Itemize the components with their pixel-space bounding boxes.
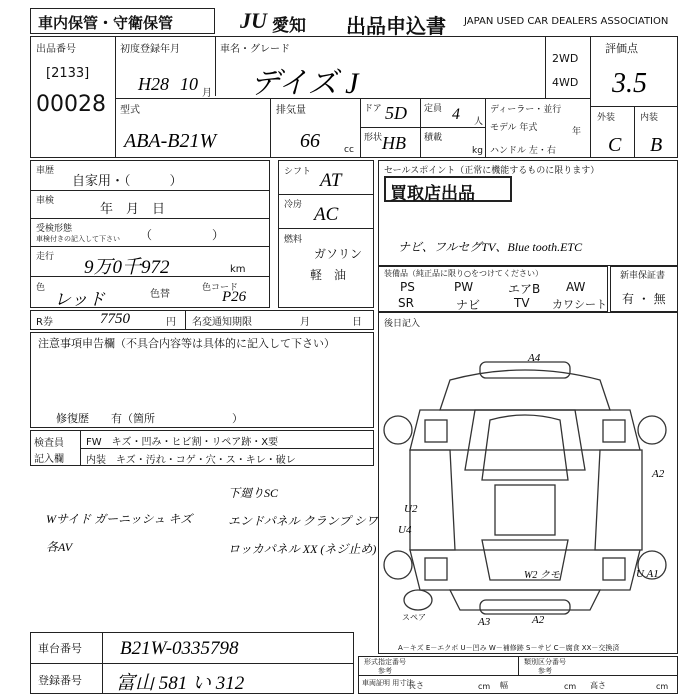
inspector-label-1: 検査員 bbox=[34, 438, 64, 449]
equip-ps: PS bbox=[400, 280, 415, 294]
plate-label: 登録番号 bbox=[38, 674, 82, 687]
warranty-value: 有 ・ 無 bbox=[622, 292, 666, 306]
car-diagram bbox=[380, 340, 676, 640]
diag-u2: U2 bbox=[404, 503, 418, 515]
footer-size: 車両証明 用寸法 bbox=[362, 679, 414, 687]
footer-cm-2: cm bbox=[564, 682, 577, 691]
shift-value: AT bbox=[320, 170, 342, 191]
shape-value: HB bbox=[382, 133, 406, 153]
dealer-label: ディーラー・並行 bbox=[490, 105, 562, 115]
mileage-value: 9万0千972 bbox=[84, 257, 170, 278]
equip-leather: カワシート bbox=[552, 298, 607, 311]
diag-a2-bottom: A2 bbox=[532, 614, 545, 626]
load-unit: kg bbox=[472, 146, 483, 156]
footer-class: 類別区分番号 bbox=[524, 658, 566, 666]
recycle-value: 7750 bbox=[100, 311, 130, 327]
equip-airbag: エアB bbox=[508, 282, 541, 296]
fuel-label: 燃料 bbox=[284, 235, 303, 245]
form-title: 出品申込書 bbox=[346, 14, 446, 38]
load-label: 積載 bbox=[424, 133, 443, 143]
reg-label: 初度登録年月 bbox=[120, 44, 180, 55]
cap-label: 定員 bbox=[424, 104, 443, 114]
drive-4wd: 4WD bbox=[552, 76, 579, 89]
equip-navi: ナビ bbox=[456, 298, 481, 312]
lot-number: 00028 bbox=[36, 92, 106, 117]
mileage-unit: km bbox=[230, 264, 246, 275]
lot-label: 出品番号 bbox=[36, 44, 76, 55]
remark-4: エンドパネル クランプ シワ bbox=[228, 514, 378, 528]
warranty-label: 新車保証書 bbox=[620, 271, 666, 281]
fuel-diesel: 軽 油 bbox=[310, 268, 347, 282]
equipment-label: 装備品（純正品に限り○をつけてください） bbox=[384, 269, 543, 278]
inspection-value: 年 月 日 bbox=[100, 202, 166, 217]
color-code-label: 色コード bbox=[202, 283, 239, 293]
model-label: 車名・グレード bbox=[220, 44, 290, 55]
reg-month: 10 bbox=[180, 74, 198, 94]
assoc-name: JAPAN USED CAR DEALERS ASSOCIATION bbox=[464, 16, 669, 27]
ext-label: 外装 bbox=[597, 113, 616, 123]
history-value: 自家用・（ ） bbox=[72, 174, 183, 189]
ac-value: AC bbox=[314, 204, 339, 225]
cap-unit: 人 bbox=[474, 117, 484, 127]
chassis-value: B21W-0335798 bbox=[120, 638, 239, 659]
notes-label: 注意事項申告欄（不具合内容等は具体的に記入して下さい） bbox=[38, 337, 335, 350]
drive-2wd: 2WD bbox=[552, 52, 579, 65]
footer-spec: 形式指定番号 bbox=[364, 658, 406, 666]
ju-logo: JU bbox=[240, 8, 267, 33]
diag-w2: W2 クモ bbox=[524, 570, 560, 581]
shape-label: 形状 bbox=[364, 133, 383, 143]
recycle-unit: 円 bbox=[166, 317, 176, 328]
type-label: 型式 bbox=[120, 105, 140, 116]
int-score: B bbox=[650, 134, 663, 156]
footer-ref-2: 参考 bbox=[538, 667, 552, 675]
inspection-label: 車検 bbox=[36, 196, 55, 206]
year-label: 年 bbox=[572, 127, 582, 137]
org-name: 愛知 bbox=[272, 16, 306, 36]
equip-aw: AW bbox=[566, 280, 586, 294]
diag-a4: A4 bbox=[528, 352, 541, 364]
deadline-day: 日 bbox=[352, 317, 362, 328]
receipt-value: （ ） bbox=[140, 228, 225, 242]
remark-5: ロッカパネル XX (ネジ止め) bbox=[228, 542, 377, 556]
diag-u4: U4 bbox=[398, 524, 412, 536]
history-label: 車歴 bbox=[36, 166, 55, 176]
color-label: 色 bbox=[36, 283, 46, 293]
diag-legend: A－キズ E－エクボ U－凹み W－補修跡 S－サビ C－腐食 XX－交換済 bbox=[398, 644, 620, 652]
footer-ref-1: 参考 bbox=[378, 667, 392, 675]
type-value: ABA-B21W bbox=[124, 130, 217, 152]
equip-pw: PW bbox=[454, 280, 474, 294]
handle-label: ハンドル 左・右 bbox=[490, 146, 556, 156]
diag-spare: スペア bbox=[402, 613, 426, 622]
disp-value: 66 bbox=[300, 130, 320, 152]
after-entry: 後日記入 bbox=[384, 319, 421, 329]
footer-length: 長さ bbox=[408, 681, 424, 690]
diag-a2-right: A2 bbox=[652, 468, 665, 480]
equip-tv: TV bbox=[514, 296, 530, 310]
footer-cm-1: cm bbox=[478, 682, 491, 691]
disp-label: 排気量 bbox=[276, 105, 306, 116]
fuel-gasoline: ガソリン bbox=[314, 247, 363, 261]
equip-sr: SR bbox=[398, 296, 414, 310]
reg-era: H28 bbox=[138, 74, 169, 94]
door-value: 5D bbox=[385, 103, 407, 123]
footer-width: 幅 bbox=[500, 681, 508, 690]
inspector-label-2: 記入欄 bbox=[34, 454, 64, 465]
repair-history: 修復歴 有（箇所 ） bbox=[56, 412, 243, 425]
door-label: ドア bbox=[364, 104, 382, 114]
color-change: 色替 bbox=[150, 289, 170, 300]
storage-badge-text: 車内保管・守衛保管 bbox=[38, 14, 174, 32]
remark-2: 各AV bbox=[46, 540, 73, 554]
diag-a3: A3 bbox=[478, 616, 491, 628]
int-label: 内装 bbox=[640, 113, 659, 123]
chassis-label: 車台番号 bbox=[38, 642, 82, 655]
ac-label: 冷房 bbox=[284, 200, 303, 210]
deadline-month: 月 bbox=[300, 317, 310, 328]
ext-score: C bbox=[608, 134, 622, 156]
score-label: 評価点 bbox=[605, 42, 638, 55]
sales-note: ナビ、フルセグTV、Blue tooth.ETC bbox=[398, 240, 583, 254]
score-value: 3.5 bbox=[612, 68, 647, 99]
footer-cm-3: cm bbox=[656, 682, 669, 691]
receipt-label: 受検形態 bbox=[36, 224, 73, 234]
sales-stamp-text: 買取店出品 bbox=[390, 184, 475, 204]
deadline-label: 名変通知期限 bbox=[192, 317, 252, 328]
model-value: デイズ J bbox=[250, 67, 359, 100]
inspector-row-2: 内装 キズ・汚れ・コゲ・穴・ス・キレ・破レ bbox=[86, 455, 296, 466]
remark-3: 下廻りSC bbox=[228, 486, 279, 500]
receipt-note: 車検付きの記入して下さい bbox=[36, 235, 120, 243]
recycle-label: R券 bbox=[36, 317, 53, 328]
inspector-row-1: FW キズ・凹み・ヒビ割・リペア跡・X要 bbox=[86, 437, 279, 448]
footer-height: 高さ bbox=[590, 681, 606, 690]
sales-point-label: セールスポイント（正常に機能するものに限ります） bbox=[384, 166, 600, 176]
lot-bracket: [2133] bbox=[46, 66, 90, 81]
diag-ua1: U A1 bbox=[636, 568, 659, 580]
remark-1: Wサイド ガーニッシュ キズ bbox=[46, 512, 193, 526]
disp-unit: cc bbox=[344, 145, 354, 155]
mileage-label: 走行 bbox=[36, 252, 55, 262]
cap-value: 4 bbox=[452, 106, 460, 123]
shift-label: シフト bbox=[284, 167, 312, 177]
color-code: P26 bbox=[222, 289, 247, 305]
reg-suffix: 月 bbox=[202, 88, 212, 99]
color-value: レッド bbox=[54, 290, 105, 309]
model-year-label: モデル 年式 bbox=[490, 123, 538, 133]
plate-value: 富山 581 い 312 bbox=[116, 673, 245, 694]
